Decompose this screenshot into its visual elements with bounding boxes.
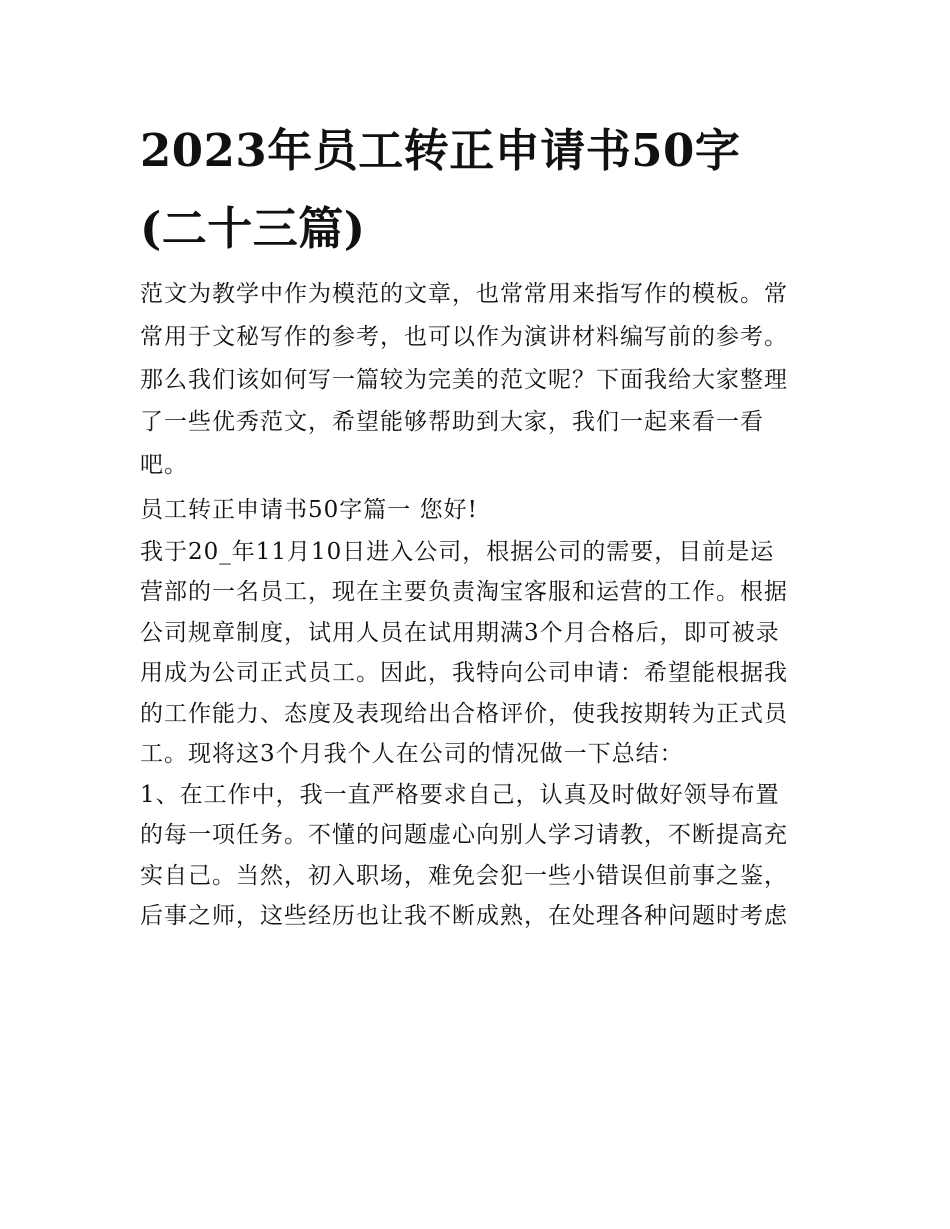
intro-line: 常用于文秘写作的参考，也可以作为演讲材料编写前的参考。 bbox=[140, 323, 788, 350]
section-heading: 员工转正申请书50字篇一 您好! bbox=[140, 496, 478, 523]
body-paragraph bbox=[140, 532, 812, 937]
body-line: 用成为公司正式员工。因此，我特向公司申请：希望能根据我 bbox=[140, 660, 788, 687]
intro-line: 范文为教学中作为模范的文章，也常常用来指写作的模板。常 bbox=[140, 281, 788, 307]
intro-line: 吧。 bbox=[140, 452, 188, 479]
body-line: 工。现将这3个月我个人在公司的情况做一下总结： bbox=[140, 741, 684, 768]
body-line: 1、在工作中，我一直严格要求自己，认真及时做好领导布置 bbox=[140, 781, 780, 808]
document-content bbox=[140, 112, 812, 937]
body-line: 的每一项任务。不懂的问题虚心向别人学习请教，不断提高充 bbox=[140, 822, 788, 849]
body-line: 营部的一名员工，现在主要负责淘宝客服和运营的工作。根据 bbox=[140, 579, 788, 606]
intro-line: 那么我们该如何写一篇较为完美的范文呢？下面我给大家整理 bbox=[140, 366, 788, 393]
body-line: 后事之师，这些经历也让我不断成熟，在处理各种问题时考虑 bbox=[140, 903, 788, 930]
body-line: 公司规章制度，试用人员在试用期满3个月合格后，即可被录 bbox=[140, 619, 780, 646]
document-title bbox=[140, 112, 812, 268]
body-line: 我于20_年11月10日进入公司，根据公司的需要，目前是运 bbox=[140, 538, 775, 565]
title-line-1: 2023年员工转正申请书50字 bbox=[140, 124, 741, 177]
body-line: 的工作能力、态度及表现给出合格评价，使我按期转为正式员 bbox=[140, 700, 788, 727]
title-line-2: (二十三篇) bbox=[140, 202, 366, 255]
intro-paragraph bbox=[140, 273, 812, 487]
body-line: 实自己。当然，初入职场，难免会犯一些小错误但前事之鉴， bbox=[140, 862, 788, 889]
intro-line: 了一些优秀范文，希望能够帮助到大家，我们一起来看一看 bbox=[140, 409, 764, 436]
